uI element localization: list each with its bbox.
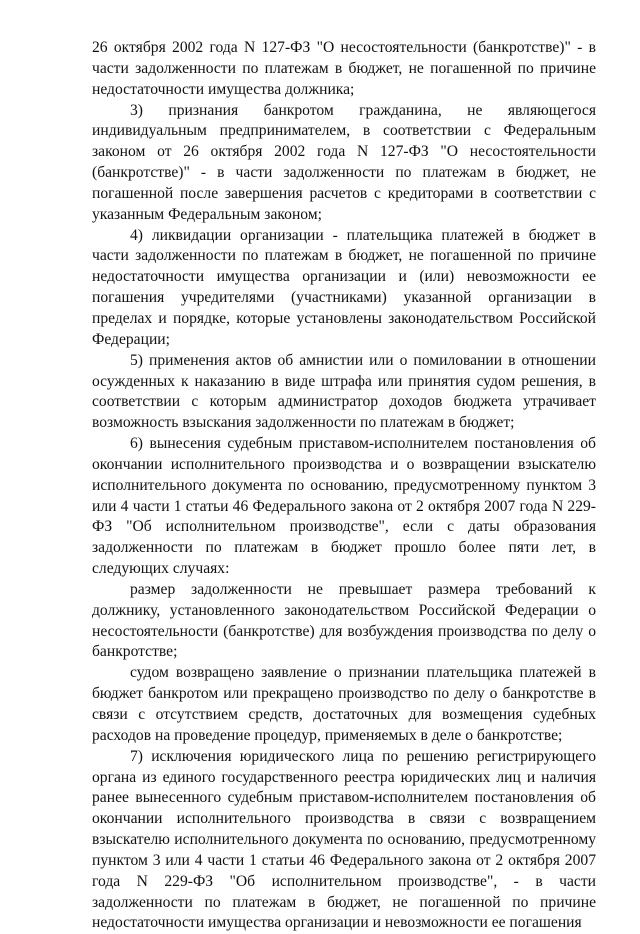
paragraph-item-3: 3) признания банкротом гражданина, не являющегося индивидуальным предпринимателем, в соответствии с Федеральным законом от 26 октября 2002 года N 127-ФЗ "О несостоятельности (банкротстве)" - в части задолженности по платежам в бюджет, не погашенной после завершения расчетов с кредиторами в соответствии с указанным Федеральным законом;: [92, 101, 596, 223]
paragraph-continuation: 26 октября 2002 года N 127-ФЗ "О несостоятельности (банкротстве)" - в части задолженности по платежам в бюджет, не погашенной по причине недостаточности имущества должника;: [92, 39, 596, 98]
paragraph-item-7: 7) исключения юридического лица по решению регистрирующего органа из единого государственного реестра юридических лиц и наличия ранее вынесенного судебным приставом-исполнителем постановления об окончании исполнительного производства в связи с возвращением взыскателю исполнительного документа по основанию, предусмотренному пунктом 3 или 4 части 1 статьи 46 Федерального закона от 2 октября 2007 года N 229-ФЗ "Об исполнительном производстве", - в части задолженности по платежам в бюджет, не погашенной по причине недостаточности имущества организации и невозможности ее погашения: [92, 747, 596, 932]
paragraph-case-court-returned: судом возвращено заявление о признании плательщика платежей в бюджет банкротом или прекращено производство по делу о банкротстве в связи с отсутствием средств, достаточных для возмещения судебных расходов на проведение процедур, применяемых в деле о банкротстве;: [92, 664, 596, 744]
paragraph-item-5: 5) применения актов об амнистии или о помиловании в отношении осужденных к наказанию в виде штрафа или принятия судом решения, в соответствии с которым администратор доходов бюджета утрачивает возможность взыскания задолженности по платежам в бюджет;: [92, 351, 596, 432]
paragraph-case-debt-size: размер задолженности не превышает размера требований к должнику, установленного законодательством Российской Федерации о несостоятельности (банкротстве) для возбуждения производства по делу о банкротстве;: [92, 580, 596, 661]
document-body: [92, 38, 596, 934]
paragraph-item-4: 4) ликвидации организации - плательщика платежей в бюджет в части задолженности по платежам в бюджет, не погашенной по причине недостаточности имущества организации и (или) невозможности ее погашения учредителями (участниками) указанной организации в пределах и порядке, которые установлены законодательством Российской Федерации;: [92, 226, 596, 348]
paragraph-item-6: 6) вынесения судебным приставом-исполнителем постановления об окончании исполнительного производства и о возвращении взыскателю исполнительного документа по основанию, предусмотренному пунктом 3 или 4 части 1 статьи 46 Федерального закона от 2 октября 2007 года N 229-ФЗ "Об исполнительном производстве", если с даты образования задолженности по платежам в бюджет прошло более пяти лет, в следующих случаях:: [92, 435, 596, 578]
